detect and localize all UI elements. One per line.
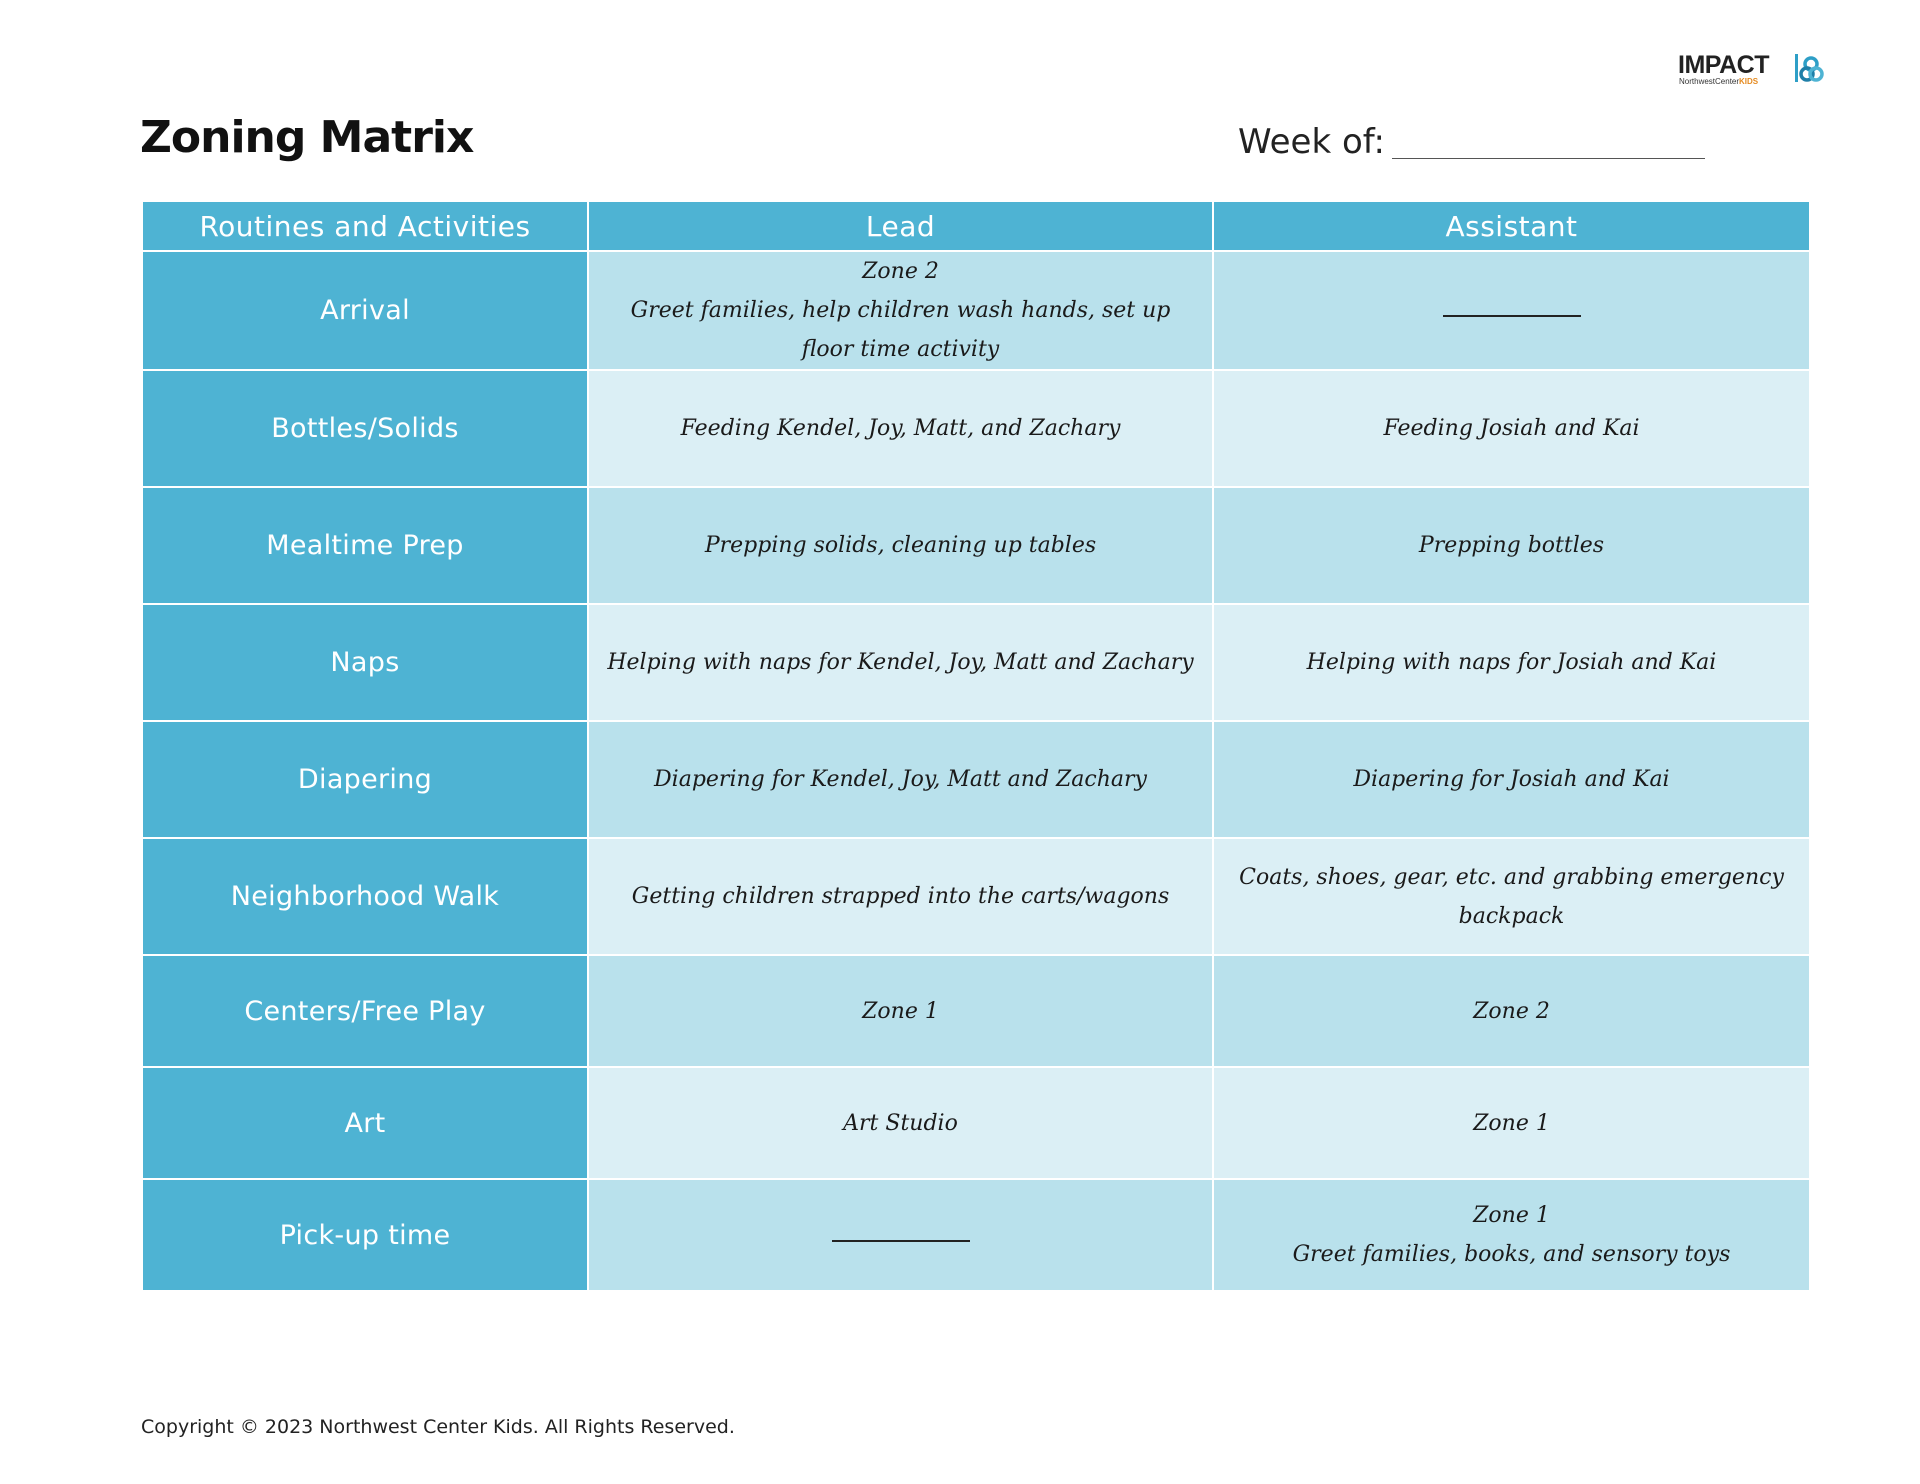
table-row: [142, 1067, 1810, 1179]
activity-cell: Arrival: [142, 251, 588, 370]
activity-cell: Bottles/Solids: [142, 370, 588, 487]
assistant-cell: [1213, 1179, 1810, 1291]
lead-cell: Zone 1: [588, 955, 1213, 1067]
blank-line: [832, 1230, 970, 1242]
assistant-cell: Helping with naps for Josiah and Kai: [1213, 604, 1810, 721]
lead-cell: Getting children strapped into the carts/wagons: [588, 838, 1213, 955]
logo-subtitle: [1679, 77, 1758, 86]
lead-duties: Greet families, help children wash hands, set up floor time activity: [630, 298, 1171, 362]
lead-cell: Helping with naps for Kendel, Joy, Matt and Zachary: [588, 604, 1213, 721]
assistant-cell: Zone 1: [1213, 1067, 1810, 1179]
table-row: [142, 370, 1810, 487]
assistant-cell: Zone 2: [1213, 955, 1810, 1067]
assistant-cell: Feeding Josiah and Kai: [1213, 370, 1810, 487]
activity-cell: Centers/Free Play: [142, 955, 588, 1067]
table-row: [142, 721, 1810, 838]
blank-line: [1443, 305, 1581, 317]
table-row: [142, 604, 1810, 721]
activity-cell: Neighborhood Walk: [142, 838, 588, 955]
column-header-lead: Lead: [588, 201, 1213, 251]
assistant-cell: Diapering for Josiah and Kai: [1213, 721, 1810, 838]
copyright-notice: Copyright © 2023 Northwest Center Kids. All Rights Reserved.: [141, 1416, 735, 1438]
assistant-cell: Coats, shoes, gear, etc. and grabbing emergency backpack: [1213, 838, 1810, 955]
table-row: [142, 1179, 1810, 1291]
lead-cell: Diapering for Kendel, Joy, Matt and Zachary: [588, 721, 1213, 838]
table-row: [142, 251, 1810, 370]
assistant-duties: Greet families, books, and sensory toys: [1292, 1242, 1731, 1267]
page-title: Zoning Matrix: [140, 112, 474, 163]
activity-cell: Diapering: [142, 721, 588, 838]
table-row: [142, 838, 1810, 955]
lead-cell: Prepping solids, cleaning up tables: [588, 487, 1213, 604]
lead-cell: Feeding Kendel, Joy, Matt, and Zachary: [588, 370, 1213, 487]
lead-cell: [588, 1179, 1213, 1291]
table-row: [142, 955, 1810, 1067]
logo-wordmark: IMPACT: [1678, 51, 1769, 79]
column-header-assistant: Assistant: [1213, 201, 1810, 251]
activity-cell: Art: [142, 1067, 588, 1179]
table-header-row: [142, 201, 1810, 251]
lead-cell: Art Studio: [588, 1067, 1213, 1179]
assistant-cell: [1213, 251, 1810, 370]
table-row: [142, 487, 1810, 604]
activity-cell: Naps: [142, 604, 588, 721]
logo-mark-icon: [1794, 53, 1824, 83]
assistant-zone: Zone 1: [1473, 1203, 1550, 1228]
week-of-label: Week of:: [1238, 122, 1385, 162]
logo-subtitle-kids: KIDS: [1739, 77, 1759, 86]
zoning-matrix-table: [141, 200, 1811, 1292]
column-header-activities: Routines and Activities: [142, 201, 588, 251]
activity-cell: Pick-up time: [142, 1179, 588, 1291]
logo-subtitle-prefix: NorthwestCenter: [1679, 77, 1740, 86]
week-of-blank-line: [1392, 158, 1705, 159]
activity-cell: Mealtime Prep: [142, 487, 588, 604]
lead-zone: Zone 2: [862, 259, 939, 284]
lead-cell: [588, 251, 1213, 370]
impact-logo: [1678, 52, 1828, 86]
assistant-cell: Prepping bottles: [1213, 487, 1810, 604]
